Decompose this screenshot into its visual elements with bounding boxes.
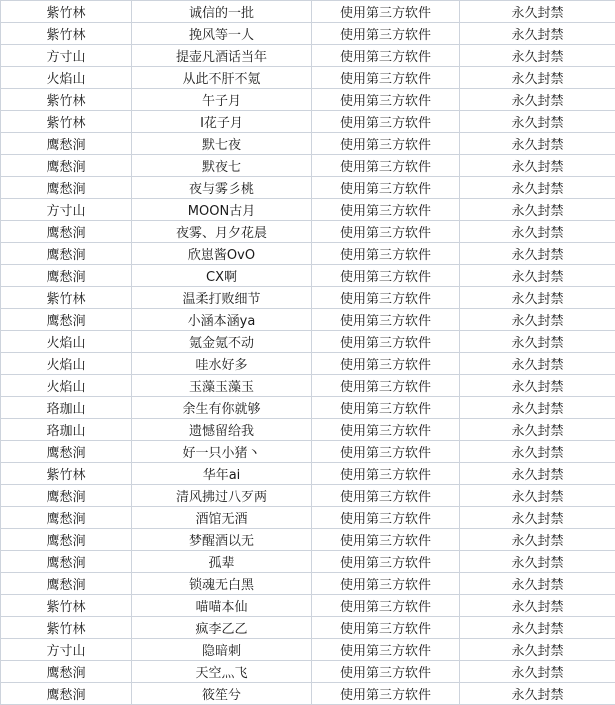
server-cell: 鹰愁涧 (1, 309, 132, 331)
reason-cell: 使用第三方软件 (312, 617, 460, 639)
reason-cell: 使用第三方软件 (312, 375, 460, 397)
penalty-cell: 永久封禁 (460, 617, 615, 639)
server-cell: 紫竹林 (1, 595, 132, 617)
server-cell: 珞珈山 (1, 419, 132, 441)
reason-cell: 使用第三方软件 (312, 683, 460, 705)
server-cell: 鹰愁涧 (1, 683, 132, 705)
player-name-cell: 疯李乙乙 (132, 617, 312, 639)
reason-cell: 使用第三方软件 (312, 639, 460, 661)
server-cell: 鹰愁涧 (1, 177, 132, 199)
table-row (1, 199, 615, 221)
reason-cell: 使用第三方软件 (312, 463, 460, 485)
server-cell: 紫竹林 (1, 111, 132, 133)
server-cell: 鹰愁涧 (1, 661, 132, 683)
server-cell: 鹰愁涧 (1, 133, 132, 155)
server-cell: 火焰山 (1, 375, 132, 397)
player-name-cell: 夜雾、月夕花晨 (132, 221, 312, 243)
penalty-cell: 永久封禁 (460, 661, 615, 683)
table-row (1, 573, 615, 595)
penalty-cell: 永久封禁 (460, 551, 615, 573)
penalty-cell: 永久封禁 (460, 67, 615, 89)
server-cell: 火焰山 (1, 353, 132, 375)
table-row (1, 485, 615, 507)
penalty-cell: 永久封禁 (460, 89, 615, 111)
table-row (1, 397, 615, 419)
server-cell: 紫竹林 (1, 287, 132, 309)
reason-cell: 使用第三方软件 (312, 89, 460, 111)
table-row (1, 683, 615, 705)
reason-cell: 使用第三方软件 (312, 23, 460, 45)
player-name-cell: 好一只小猪丶 (132, 441, 312, 463)
player-name-cell: 小涵本涵ya (132, 309, 312, 331)
player-name-cell: 余生有你就够 (132, 397, 312, 419)
penalty-cell: 永久封禁 (460, 683, 615, 705)
penalty-cell: 永久封禁 (460, 45, 615, 67)
table-row (1, 23, 615, 45)
penalty-cell: 永久封禁 (460, 529, 615, 551)
player-name-cell: 锁魂无白黑 (132, 573, 312, 595)
reason-cell: 使用第三方软件 (312, 507, 460, 529)
reason-cell: 使用第三方软件 (312, 419, 460, 441)
server-cell: 鹰愁涧 (1, 573, 132, 595)
server-cell: 紫竹林 (1, 463, 132, 485)
reason-cell: 使用第三方软件 (312, 133, 460, 155)
table-row (1, 419, 615, 441)
penalty-cell: 永久封禁 (460, 287, 615, 309)
penalty-cell: 永久封禁 (460, 177, 615, 199)
reason-cell: 使用第三方软件 (312, 199, 460, 221)
penalty-cell: 永久封禁 (460, 221, 615, 243)
table-row (1, 111, 615, 133)
reason-cell: 使用第三方软件 (312, 661, 460, 683)
reason-cell: 使用第三方软件 (312, 331, 460, 353)
reason-cell: 使用第三方软件 (312, 529, 460, 551)
player-name-cell: 欣崽酱OvO (132, 243, 312, 265)
table-row (1, 89, 615, 111)
player-name-cell: 酒馆无酒 (132, 507, 312, 529)
player-name-cell: 筱笙兮 (132, 683, 312, 705)
table-row (1, 67, 615, 89)
penalty-cell: 永久封禁 (460, 441, 615, 463)
table-row (1, 221, 615, 243)
server-cell: 鹰愁涧 (1, 221, 132, 243)
server-cell: 鹰愁涧 (1, 529, 132, 551)
server-cell: 火焰山 (1, 331, 132, 353)
player-name-cell: 天空灬飞 (132, 661, 312, 683)
server-cell: 鹰愁涧 (1, 265, 132, 287)
penalty-cell: 永久封禁 (460, 111, 615, 133)
player-name-cell: 夜与雾彡桃 (132, 177, 312, 199)
penalty-cell: 永久封禁 (460, 485, 615, 507)
penalty-cell: 永久封禁 (460, 639, 615, 661)
reason-cell: 使用第三方软件 (312, 221, 460, 243)
reason-cell: 使用第三方软件 (312, 155, 460, 177)
table-row (1, 507, 615, 529)
server-cell: 紫竹林 (1, 23, 132, 45)
player-name-cell: 温柔打败细节 (132, 287, 312, 309)
penalty-cell: 永久封禁 (460, 309, 615, 331)
penalty-cell: 永久封禁 (460, 507, 615, 529)
reason-cell: 使用第三方软件 (312, 441, 460, 463)
penalty-cell: 永久封禁 (460, 1, 615, 23)
server-cell: 鹰愁涧 (1, 485, 132, 507)
reason-cell: 使用第三方软件 (312, 397, 460, 419)
player-name-cell: 从此不肝不氪 (132, 67, 312, 89)
reason-cell: 使用第三方软件 (312, 1, 460, 23)
table-row (1, 155, 615, 177)
reason-cell: 使用第三方软件 (312, 485, 460, 507)
table-row (1, 551, 615, 573)
table-row (1, 287, 615, 309)
penalty-cell: 永久封禁 (460, 419, 615, 441)
player-name-cell: 玉藻玉藻玉 (132, 375, 312, 397)
reason-cell: 使用第三方软件 (312, 551, 460, 573)
penalty-cell: 永久封禁 (460, 199, 615, 221)
server-cell: 紫竹林 (1, 1, 132, 23)
reason-cell: 使用第三方软件 (312, 309, 460, 331)
table-row (1, 375, 615, 397)
server-cell: 方寸山 (1, 199, 132, 221)
penalty-cell: 永久封禁 (460, 265, 615, 287)
penalty-cell: 永久封禁 (460, 463, 615, 485)
player-name-cell: 提壶凡酒话当年 (132, 45, 312, 67)
player-name-cell: I花子月 (132, 111, 312, 133)
server-cell: 紫竹林 (1, 617, 132, 639)
penalty-cell: 永久封禁 (460, 155, 615, 177)
reason-cell: 使用第三方软件 (312, 573, 460, 595)
table-row (1, 1, 615, 23)
server-cell: 方寸山 (1, 639, 132, 661)
table-row (1, 463, 615, 485)
player-name-cell: 遗憾留给我 (132, 419, 312, 441)
reason-cell: 使用第三方软件 (312, 595, 460, 617)
table-row (1, 243, 615, 265)
reason-cell: 使用第三方软件 (312, 243, 460, 265)
player-name-cell: 氪金氪不动 (132, 331, 312, 353)
table-row (1, 309, 615, 331)
penalty-cell: 永久封禁 (460, 331, 615, 353)
table-row (1, 639, 615, 661)
server-cell: 方寸山 (1, 45, 132, 67)
player-name-cell: 诚信的一批 (132, 1, 312, 23)
player-name-cell: 默夜七 (132, 155, 312, 177)
table-row (1, 265, 615, 287)
reason-cell: 使用第三方软件 (312, 67, 460, 89)
reason-cell: 使用第三方软件 (312, 353, 460, 375)
penalty-cell: 永久封禁 (460, 133, 615, 155)
table-row (1, 45, 615, 67)
player-name-cell: 华年ai (132, 463, 312, 485)
server-cell: 鹰愁涧 (1, 507, 132, 529)
player-name-cell: 梦醒酒以无 (132, 529, 312, 551)
reason-cell: 使用第三方软件 (312, 287, 460, 309)
table-row (1, 441, 615, 463)
penalty-cell: 永久封禁 (460, 573, 615, 595)
server-cell: 火焰山 (1, 67, 132, 89)
penalty-cell: 永久封禁 (460, 397, 615, 419)
server-cell: 鹰愁涧 (1, 551, 132, 573)
table-row (1, 133, 615, 155)
player-name-cell: 孤辈 (132, 551, 312, 573)
table-row (1, 331, 615, 353)
table-row (1, 353, 615, 375)
player-name-cell: 喵喵本仙 (132, 595, 312, 617)
server-cell: 紫竹林 (1, 89, 132, 111)
penalty-cell: 永久封禁 (460, 243, 615, 265)
server-cell: 珞珈山 (1, 397, 132, 419)
table-row (1, 177, 615, 199)
reason-cell: 使用第三方软件 (312, 177, 460, 199)
player-name-cell: MOON古月 (132, 199, 312, 221)
reason-cell: 使用第三方软件 (312, 265, 460, 287)
player-name-cell: 挽风等一人 (132, 23, 312, 45)
ban-list-body (1, 1, 615, 705)
player-name-cell: 默七夜 (132, 133, 312, 155)
penalty-cell: 永久封禁 (460, 353, 615, 375)
player-name-cell: 午子月 (132, 89, 312, 111)
penalty-cell: 永久封禁 (460, 595, 615, 617)
table-row (1, 617, 615, 639)
table-row (1, 529, 615, 551)
player-name-cell: 哇水好多 (132, 353, 312, 375)
server-cell: 鹰愁涧 (1, 155, 132, 177)
player-name-cell: 隐暗刺 (132, 639, 312, 661)
player-name-cell: CX啊 (132, 265, 312, 287)
server-cell: 鹰愁涧 (1, 441, 132, 463)
server-cell: 鹰愁涧 (1, 243, 132, 265)
reason-cell: 使用第三方软件 (312, 111, 460, 133)
table-row (1, 661, 615, 683)
penalty-cell: 永久封禁 (460, 23, 615, 45)
penalty-cell: 永久封禁 (460, 375, 615, 397)
table-row (1, 595, 615, 617)
player-name-cell: 清风拂过八歹两 (132, 485, 312, 507)
reason-cell: 使用第三方软件 (312, 45, 460, 67)
